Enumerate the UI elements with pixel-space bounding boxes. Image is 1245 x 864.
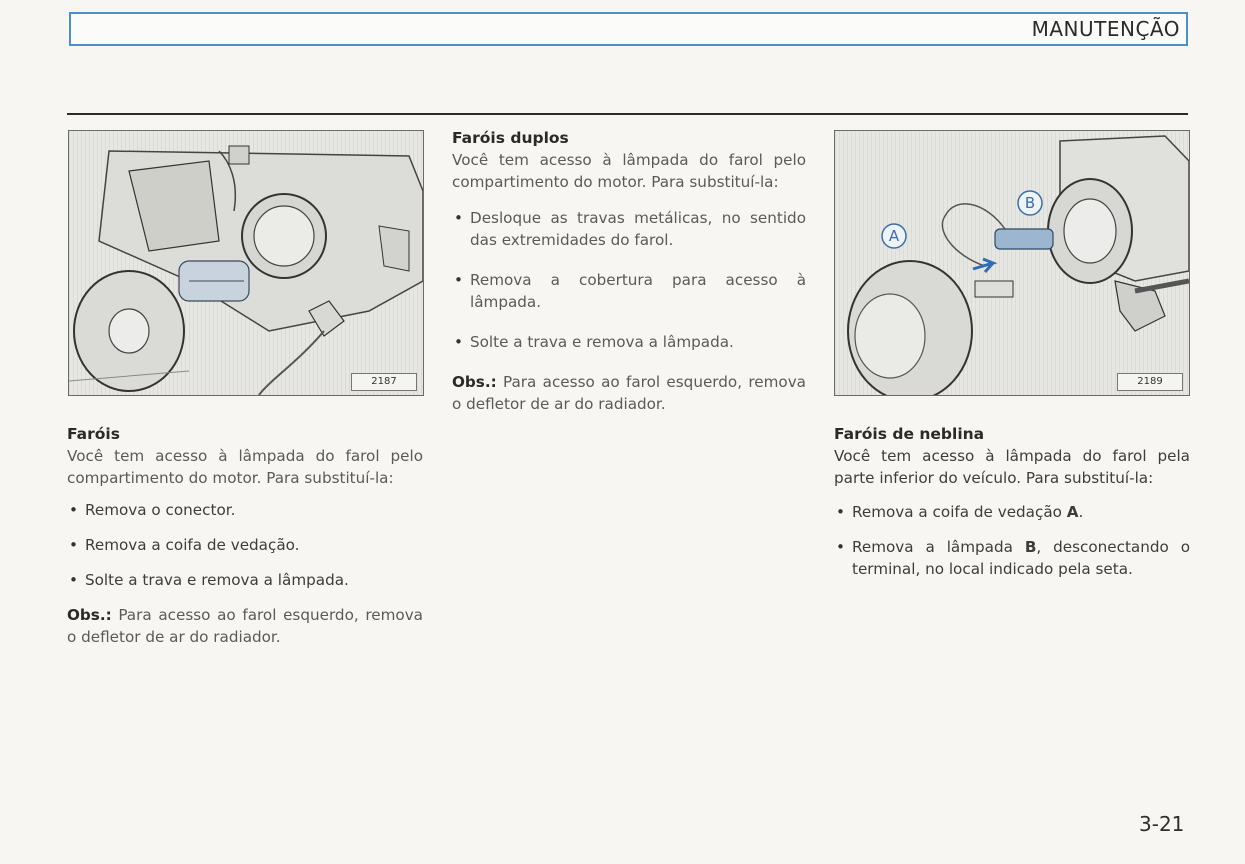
farois-neblina-heading: Faróis de neblina: [834, 425, 985, 443]
list-item: • Remova o conector.: [67, 499, 423, 521]
note-label: Obs.:: [452, 373, 497, 391]
farois-neblina-section: [834, 423, 1190, 593]
farois-duplos-note: [452, 371, 806, 415]
farois-note: [67, 604, 423, 648]
list-item: • Desloque as travas metálicas, no sentido das extremidades do farol.: [452, 207, 806, 251]
note-text: Para acesso ao farol esquerdo, remova o defletor de ar do radiador.: [67, 606, 423, 646]
farois-heading: Faróis: [67, 425, 120, 443]
farois-duplos-intro: Você tem acesso à lâmpada do farol pelo compartimento do motor. Para substituí-la:: [452, 151, 806, 191]
step-text: , desconectando o terminal, no local indicado pela seta.: [852, 538, 1190, 578]
label-b: B: [1024, 194, 1036, 212]
label-a: A: [888, 227, 900, 245]
farois-neblina-steps: [834, 501, 1190, 580]
fog-light-illustration: [834, 130, 1190, 396]
list-item: • Remova a coifa de vedação.: [67, 534, 423, 556]
list-item: [834, 536, 1190, 580]
figure-number: 2187: [351, 373, 417, 391]
farois-duplos-heading: Faróis duplos: [452, 129, 569, 147]
step-text: .: [1078, 503, 1084, 521]
farois-intro: Você tem acesso à lâmpada do farol pelo compartimento do motor. Para substituí-la:: [67, 447, 423, 487]
farois-section: [67, 423, 423, 648]
figure-number: 2189: [1117, 373, 1183, 391]
section-title: MANUTENÇÃO: [1031, 17, 1180, 41]
header-rule: [67, 113, 1188, 115]
farois-steps: [67, 499, 423, 591]
list-item: • Solte a trava e remova a lâmpada.: [67, 569, 423, 591]
farois-duplos-steps: [452, 207, 806, 353]
farois-duplos-section: [452, 127, 806, 415]
headlight-illustration: [68, 130, 424, 396]
step-text: Remova a coifa de vedação: [852, 503, 1067, 521]
section-header: [69, 12, 1188, 46]
step-label-b: B: [1024, 538, 1037, 556]
farois-neblina-intro: Você tem acesso à lâmpada do farol pela parte inferior do veículo. Para substituí-la:: [834, 447, 1190, 487]
list-item: • Solte a trava e remova a lâmpada.: [452, 331, 806, 353]
list-item: [834, 501, 1190, 523]
note-label: Obs.:: [67, 606, 112, 624]
step-label-a: A: [1066, 503, 1079, 521]
page-number: 3-21: [1139, 812, 1185, 836]
note-text: Para acesso ao farol esquerdo, remova o defletor de ar do radiador.: [452, 373, 806, 413]
step-text: Remova a lâmpada: [852, 538, 1025, 556]
list-item: • Remova a cobertura para acesso à lâmpada.: [452, 269, 806, 313]
